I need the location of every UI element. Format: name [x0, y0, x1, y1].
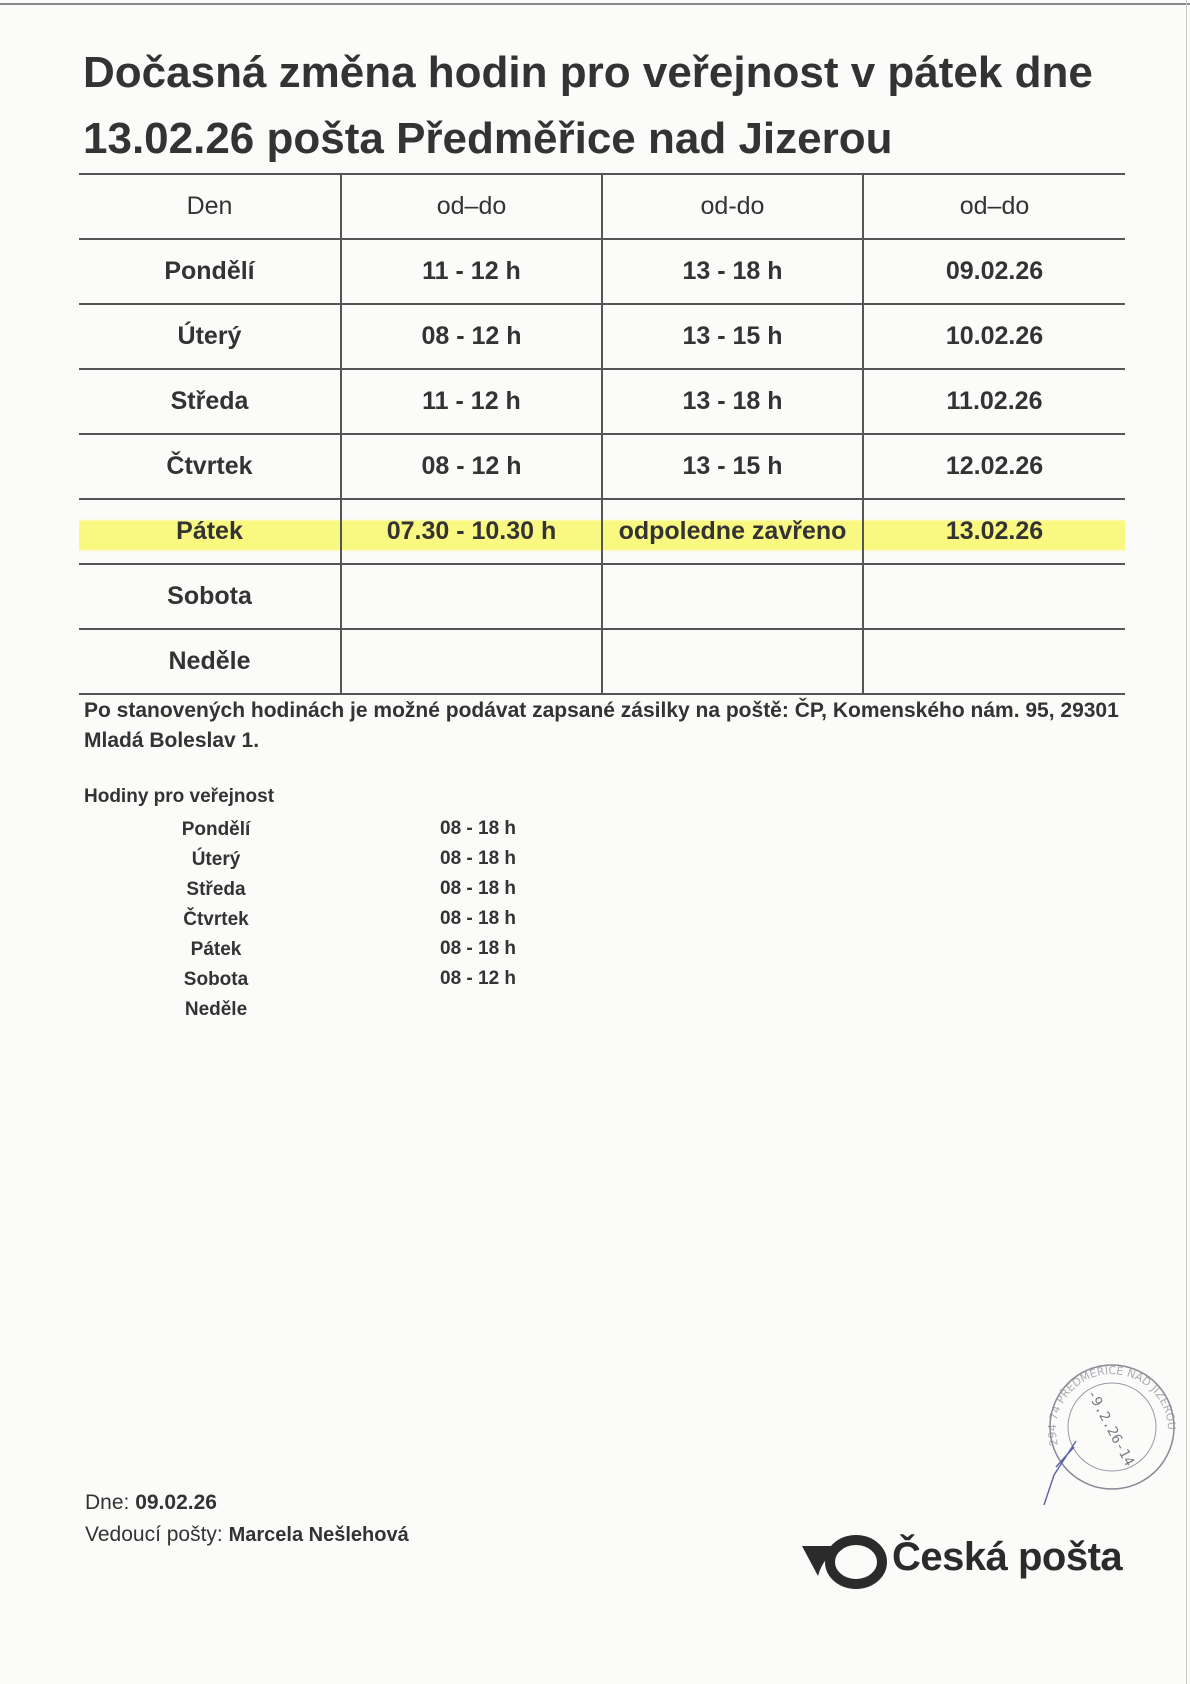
footer [85, 1487, 409, 1551]
manager-name: Marcela Nešlehová [228, 1524, 409, 1546]
alternative-post-office-note: Po stanovených hodinách je možné podávat zapsané zásilky na poště: ČP, Komenského nám. 95, 29301 Mladá Boleslav 1. [84, 699, 1119, 752]
date-value: 09.02.26 [135, 1491, 217, 1514]
top-border [0, 3, 1190, 5]
public-hours-heading: Hodiny pro veřejnost [84, 786, 275, 807]
footer-manager-line [85, 1519, 409, 1551]
public-hours-time: 08 - 12 h [440, 968, 517, 989]
row-date: 12.02.26 [863, 434, 1125, 499]
public-hours-time: 08 - 18 h [440, 878, 517, 899]
public-hours-day: Středa [186, 879, 246, 900]
public-hours-day: Pátek [190, 939, 242, 960]
row-from-to-2: 13 - 15 h [602, 304, 863, 369]
row-from-to-2: 13 - 15 h [602, 434, 863, 499]
row-date: 11.02.26 [863, 369, 1125, 434]
horn-icon [800, 1532, 890, 1592]
row-from-to-1: 08 - 12 h [341, 434, 602, 499]
date-label: Dne: [85, 1491, 130, 1514]
stamp-date: -9.2.26-14 [1083, 1386, 1138, 1469]
public-hours-time: 08 - 18 h [440, 938, 517, 959]
table-header-row [79, 174, 1125, 239]
header-from-to-3: od–do [863, 174, 1125, 239]
row-from-to-1 [341, 629, 602, 694]
header-from-to-2: od-do [602, 174, 863, 239]
manager-label: Vedoucí pošty: [85, 1523, 223, 1546]
row-day: Neděle [79, 629, 341, 694]
row-date: 10.02.26 [863, 304, 1125, 369]
row-from-to-1: 07.30 - 10.30 h [341, 499, 602, 564]
post-office-stamp [1034, 1355, 1184, 1505]
row-day: Pátek [79, 499, 341, 564]
list-item [140, 995, 580, 1025]
row-date [863, 564, 1125, 629]
row-from-to-2: odpoledne zavřeno [602, 499, 863, 564]
public-hours-day: Pondělí [181, 819, 251, 840]
public-hours-time: 08 - 18 h [440, 908, 517, 929]
footer-date-line [85, 1487, 409, 1519]
row-day: Čtvrtek [79, 434, 341, 499]
row-from-to-2 [602, 564, 863, 629]
public-hours-day: Úterý [191, 849, 241, 870]
row-from-to-2: 13 - 18 h [602, 369, 863, 434]
public-hours-day: Neděle [184, 999, 248, 1020]
right-border [1186, 0, 1187, 1684]
row-from-to-1: 08 - 12 h [341, 304, 602, 369]
list-item [140, 965, 580, 995]
document-title: Dočasná změna hodin pro veřejnost v pátek dne 13.02.26 pošta Předměřice nad Jizerou [83, 48, 1093, 163]
list-item [140, 845, 580, 875]
row-day: Pondělí [79, 239, 341, 304]
row-from-to-2 [602, 629, 863, 694]
row-from-to-1 [341, 564, 602, 629]
table-row [79, 369, 1125, 434]
row-day: Středa [79, 369, 341, 434]
table-row [79, 629, 1125, 694]
row-date: 13.02.26 [863, 499, 1125, 564]
row-day: Sobota [79, 564, 341, 629]
public-hours-list [140, 815, 580, 1025]
list-item [140, 905, 580, 935]
public-hours-time: 08 - 18 h [440, 848, 517, 869]
brand-name: Česká pošta [892, 1535, 1123, 1579]
header-day: Den [79, 174, 341, 239]
row-from-to-2: 13 - 18 h [602, 239, 863, 304]
row-date: 09.02.26 [863, 239, 1125, 304]
table-row [79, 564, 1125, 629]
table-row-highlighted [79, 499, 1125, 564]
list-item [140, 815, 580, 845]
row-from-to-1: 11 - 12 h [341, 369, 602, 434]
public-hours-time: 08 - 18 h [440, 818, 517, 839]
table-row [79, 304, 1125, 369]
list-item [140, 935, 580, 965]
row-from-to-1: 11 - 12 h [341, 239, 602, 304]
public-hours-day: Sobota [183, 969, 249, 990]
table-row [79, 434, 1125, 499]
stamp-ring-text: 294 74 PŘEDMĚŘICE NAD JIZEROU [1045, 1364, 1179, 1448]
row-day: Úterý [79, 304, 341, 369]
header-from-to-1: od–do [341, 174, 602, 239]
row-date [863, 629, 1125, 694]
public-hours-day: Čtvrtek [183, 909, 249, 930]
hours-table [79, 173, 1125, 695]
list-item [140, 875, 580, 905]
table-row [79, 239, 1125, 304]
